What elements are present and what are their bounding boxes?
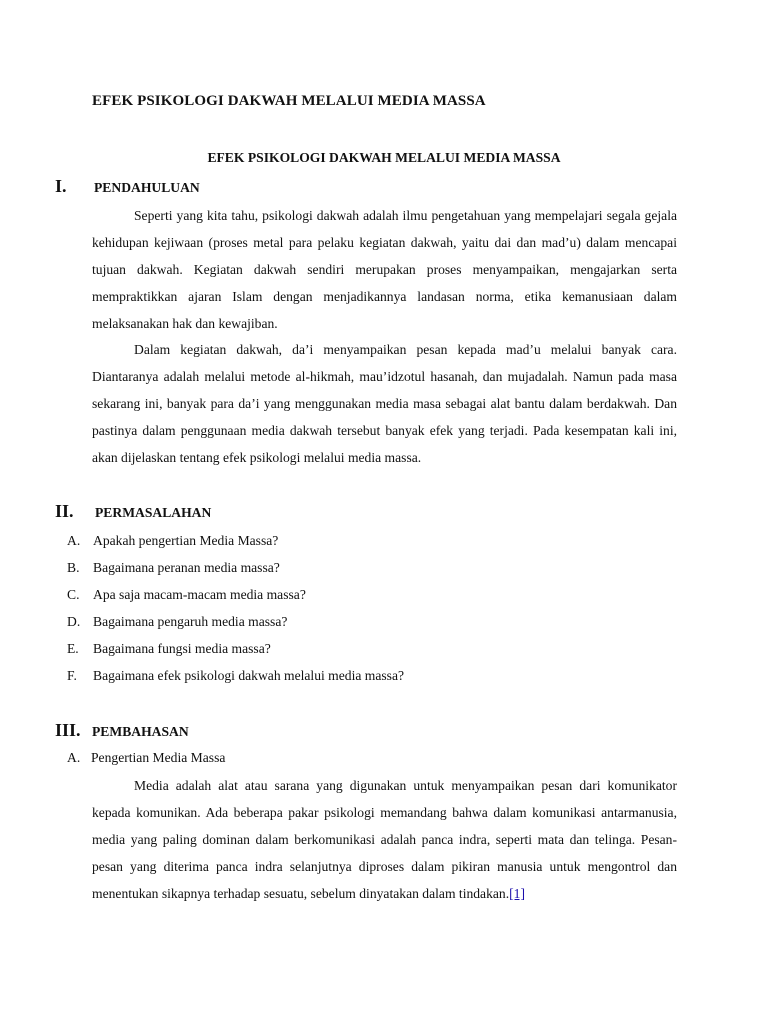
article-title: EFEK PSIKOLOGI DAKWAH MELALUI MEDIA MASSA xyxy=(207,150,561,165)
list-letter: D. xyxy=(67,614,81,629)
list-letter: B. xyxy=(67,560,80,575)
section-title-pembahasan: PEMBAHASAN xyxy=(92,724,189,739)
pendahuluan-paragraph-2 xyxy=(92,336,677,471)
list-item xyxy=(67,638,404,665)
list-letter: F. xyxy=(67,668,77,683)
section-number-2: II. xyxy=(55,501,74,521)
list-text: Bagaimana pengaruh media massa? xyxy=(93,614,288,629)
section-title-pendahuluan: PENDAHULUAN xyxy=(94,180,200,195)
list-text: Apakah pengertian Media Massa? xyxy=(93,533,279,548)
paragraph-text: Seperti yang kita tahu, psikologi dakwah adalah ilmu pengetahuan yang mempelajari segala gejala kehidupan kejiwaan (proses metal para pelaku kegiatan dakwah, yaitu dai dan mad’u) dalam mencapai tujuan dakwah. Kegiatan dakwah sendiri merupakan proses menyampaikan, mengajarkan serta mempraktikkan ajaran Islam dengan menjadikannya landasan norma, etika kemanusiaan dalam melaksanakan hak dan kewajiban. xyxy=(92,208,677,331)
question-list xyxy=(67,530,404,692)
list-text: Bagaimana efek psikologi dakwah melalui media massa? xyxy=(93,668,405,683)
paragraph-text: Dalam kegiatan dakwah, da’i menyampaikan pesan kepada mad’u melalui banyak cara. Diantaranya adalah melalui metode al-hikmah, mau’idzotul hasanah, dan mujadalah. Namun pada masa sekarang ini, banyak para da’i yang menggunakan media masa sebagai alat bantu dalam berdakwah. Dan pastinya dalam penggunaan media dakwah tersebut banyak efek yang terjadi. Pada kesempatan kali ini, akan dijelaskan tentang efek psikologi melalui media massa. xyxy=(92,342,677,465)
paragraph-text: Media adalah alat atau sarana yang digunakan untuk menyampaikan pesan dari komunikator kepada komunikan. Ada beberapa pakar psikologi memandang bahwa dalam komunikasi antarmanusia, media yang paling dominan dalam berkomunikasi adalah panca indra, seperti mata dan telinga. Pesan-pesan yang diterima panca indra selanjutnya diproses dalam pikiran manusia untuk mengontrol dan menentukan sikapnya terhadap sesuatu, sebelum dinyatakan dalam tindakan. xyxy=(92,778,677,901)
list-item xyxy=(67,530,404,557)
section-title-permasalahan: PERMASALAHAN xyxy=(95,505,212,520)
section-number-1: I. xyxy=(55,176,67,196)
pembahasan-paragraph xyxy=(92,772,677,907)
list-item xyxy=(67,611,404,638)
list-item xyxy=(67,584,404,611)
subsection-title: Pengertian Media Massa xyxy=(91,750,226,765)
subsection-letter: A. xyxy=(67,750,81,765)
list-letter: C. xyxy=(67,587,80,602)
list-text: Bagaimana peranan media massa? xyxy=(93,560,280,575)
list-text: Apa saja macam-macam media massa? xyxy=(93,587,306,602)
document-title: EFEK PSIKOLOGI DAKWAH MELALUI MEDIA MASSA xyxy=(92,93,486,109)
footnote-link[interactable]: [1] xyxy=(509,886,525,901)
list-letter: A. xyxy=(67,533,81,548)
subsection-heading xyxy=(67,750,225,766)
list-item xyxy=(67,665,404,692)
list-item xyxy=(67,557,404,584)
pendahuluan-paragraph-1 xyxy=(92,202,677,337)
section-number-3: III. xyxy=(55,720,81,740)
list-letter: E. xyxy=(67,641,79,656)
list-text: Bagaimana fungsi media massa? xyxy=(93,641,271,656)
